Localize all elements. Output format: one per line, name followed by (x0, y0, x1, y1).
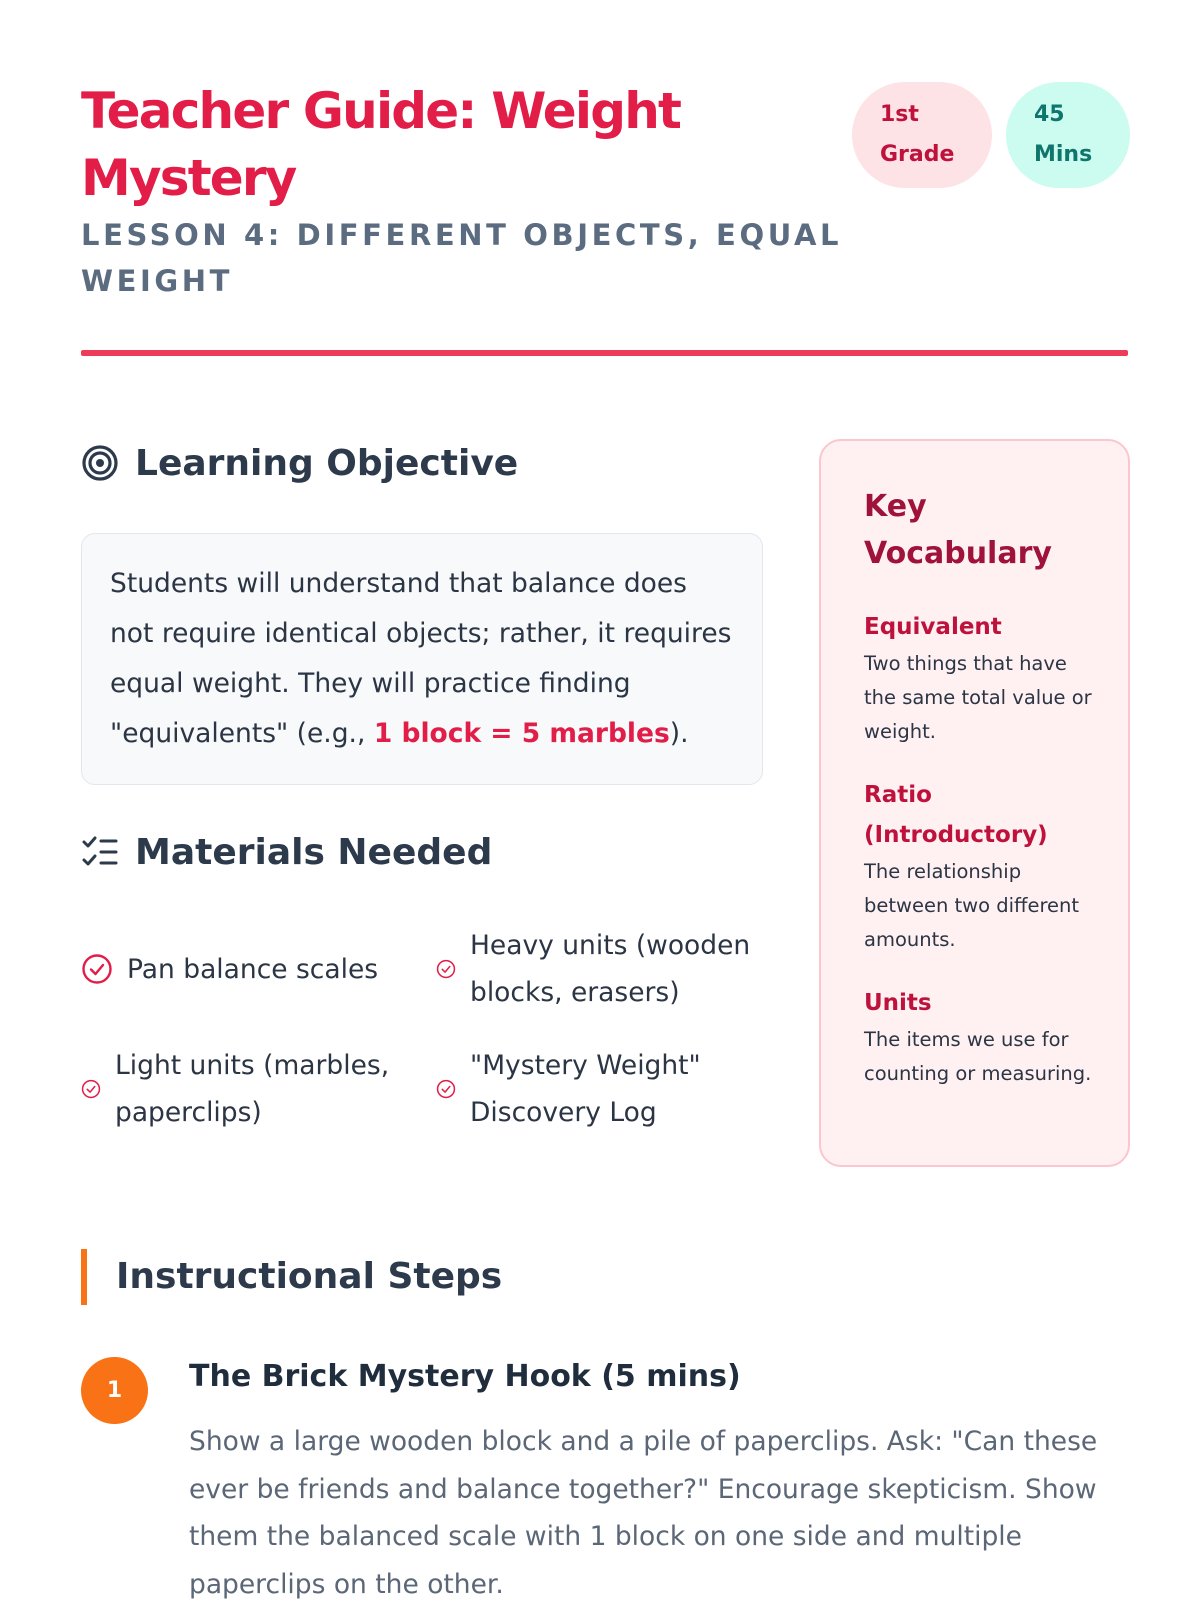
header-divider (81, 350, 1128, 356)
checklist-icon (81, 833, 119, 871)
objective-text: Students will understand that balance does not require identical objects; rather, it requires equal weight. They will practice finding "equivalents" (e.g., (110, 568, 732, 749)
material-label: Pan balance scales (127, 953, 379, 985)
material-label: "Mystery Weight" Discovery Log (470, 1050, 701, 1128)
instructional-steps-heading: Instructional Steps (81, 1249, 681, 1305)
material-item (81, 1041, 411, 1137)
objective-highlight: 1 block = 5 marbles (373, 718, 670, 749)
check-circle-icon (81, 1079, 101, 1099)
step-title: The Brick Mystery Hook (5 mins) (189, 1359, 741, 1394)
check-circle-icon (436, 959, 456, 979)
material-item (81, 945, 411, 993)
material-item (436, 1041, 766, 1137)
step-description: Show a large wooden block and a pile of paperclips. Ask: "Can these ever be friends and balance together?" Encourage skepticism. Show them the balanced scale with 1 block on one side and multiple paperclips on the other. (189, 1426, 1098, 1600)
material-item (436, 921, 766, 1017)
vocab-term: Equivalent (864, 614, 1002, 640)
vocabulary-card (819, 439, 1130, 1167)
duration-badge: 45 Mins (1006, 82, 1130, 188)
target-icon (81, 444, 119, 482)
materials-label: Materials Needed (135, 831, 493, 873)
learning-objective-label: Learning Objective (135, 442, 519, 484)
page-title: Teacher Guide: Weight Mystery (81, 82, 681, 207)
material-label: Heavy units (wooden blocks, erasers) (470, 930, 751, 1008)
objective-box (81, 533, 763, 785)
objective-text-end: ). (669, 718, 689, 749)
step-number-badge: 1 (81, 1357, 148, 1424)
vocabulary-heading: Key Vocabulary (864, 489, 1052, 571)
check-circle-icon (81, 953, 113, 985)
vocab-definition: Two things that have the same total value or weight. (864, 652, 1092, 743)
learning-objective-heading (81, 437, 518, 489)
vocab-term: Ratio (Introductory) (864, 782, 1048, 848)
vocab-definition: The items we use for counting or measuring. (864, 1028, 1092, 1085)
material-label: Light units (marbles, paperclips) (115, 1050, 390, 1128)
materials-heading (81, 826, 492, 878)
check-circle-icon (436, 1079, 456, 1099)
lesson-subtitle: LESSON 4: DIFFERENT OBJECTS, EQUAL WEIGHT (81, 218, 843, 298)
vocab-definition: The relationship between two different amounts. (864, 860, 1080, 951)
vocab-term: Units (864, 990, 932, 1016)
grade-badge: 1st Grade (852, 82, 992, 188)
